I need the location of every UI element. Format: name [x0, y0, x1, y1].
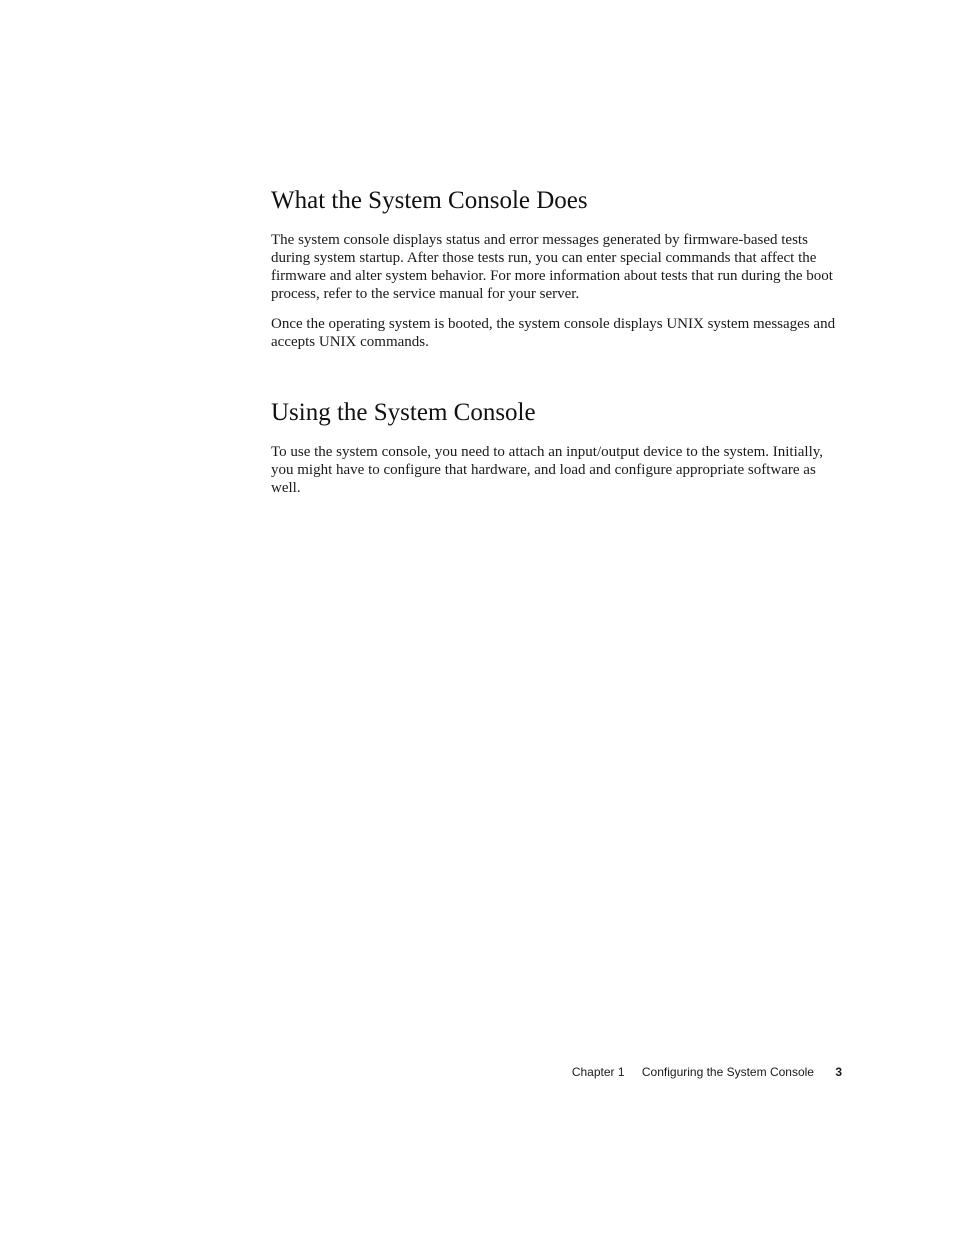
paragraph: Once the operating system is booted, the system console displays UNIX system messages and accepts UNIX commands. — [271, 316, 836, 350]
section-spacer — [271, 363, 846, 398]
section-what-console-does — [271, 186, 846, 351]
page-footer — [572, 1064, 842, 1080]
page-number: 3 — [835, 1065, 842, 1079]
paragraph: The system console displays status and error messages generated by firmware-based tests during system startup. After those tests run, you can enter special commands that affect the firmware and alter system behavior. For more information about tests that run during the boot process, refer to the service manual for your server. — [271, 232, 833, 302]
section-heading: Using the System Console — [271, 399, 536, 426]
section-using-console — [271, 398, 846, 497]
footer-chapter-label: Chapter 1 — [571, 1065, 625, 1079]
page-content — [271, 186, 846, 509]
section-heading: What the System Console Does — [271, 187, 588, 214]
paragraph: To use the system console, you need to attach an input/output device to the system. Initially, you might have to configure that hardware, and load and configure appropriate software as well. — [271, 444, 824, 496]
footer-chapter-title: Configuring the System Console — [641, 1065, 814, 1079]
